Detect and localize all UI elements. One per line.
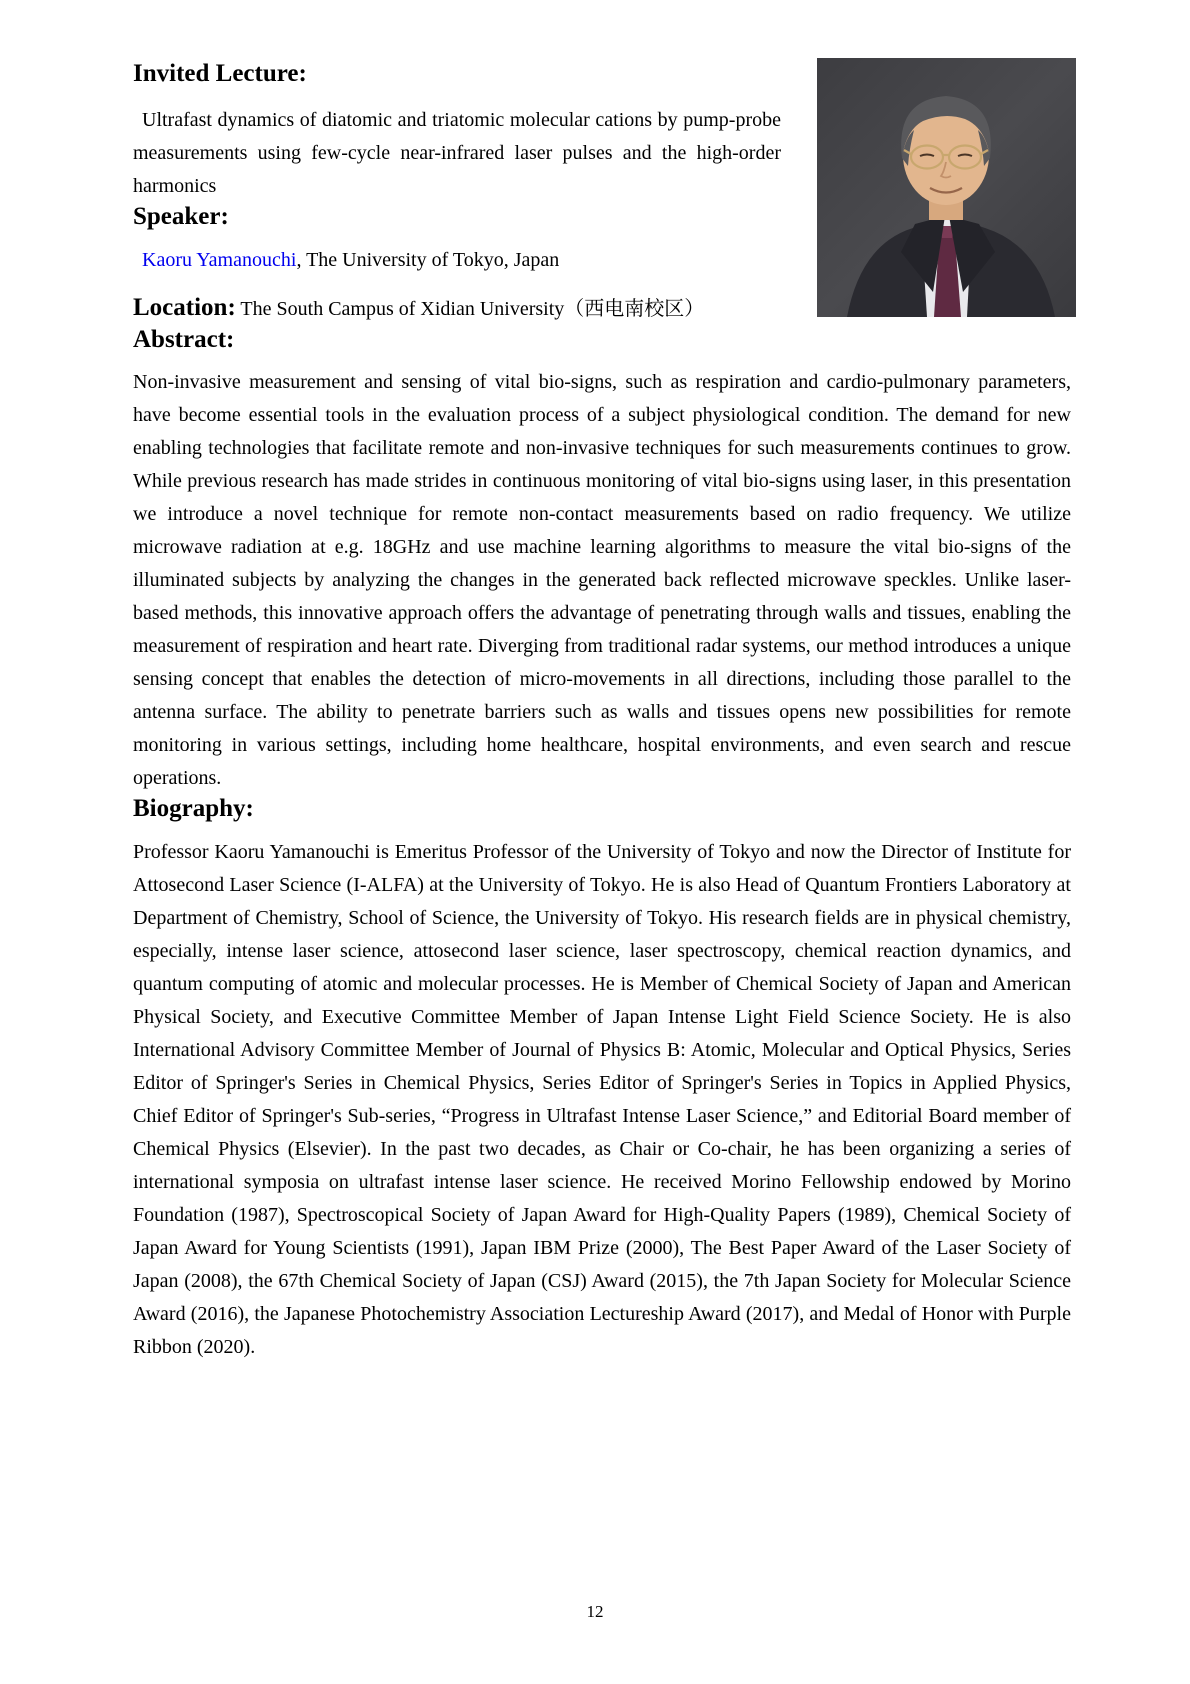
location-label: Location: xyxy=(133,293,236,321)
invited-lecture-heading: Invited Lecture: xyxy=(133,60,307,87)
speaker-heading: Speaker: xyxy=(133,202,229,230)
speaker-affiliation: , The University of Tokyo, Japan xyxy=(296,248,560,271)
content-area xyxy=(133,60,1071,1364)
biography-heading: Biography: xyxy=(133,795,254,823)
location-line xyxy=(133,291,781,326)
speaker-name-link[interactable]: Kaoru Yamanouchi xyxy=(142,248,297,271)
abstract-heading: Abstract: xyxy=(133,325,235,353)
speaker-line xyxy=(133,244,781,277)
biography-body: Professor Kaoru Yamanouchi is Emeritus Professor of the University of Tokyo and now the Director of Institute for Attosecond Laser Science (I-ALFA) at the University of Tokyo. He is also Head of Quantum Frontiers Laboratory at Department of Chemistry, School of Science, the University of Tokyo. His research fields are in physical chemistry, especially, intense laser science, attosecond laser science, laser spectroscopy, chemical reaction dynamics, and quantum computing of atomic and molecular processes. He is Member of Chemical Society of Japan and American Physical Society, and Executive Committee Member of Japan Intense Light Field Science Society. He is also International Advisory Committee Member of Journal of Physics B: Atomic, Molecular and Optical Physics, Series Editor of Springer's Series in Chemical Physics, Series Editor of Springer's Series in Topics in Applied Physics, Chief Editor of Springer's Sub-series, “Progress in Ultrafast Intense Laser Science,” and Editorial Board member of Chemical Physics (Elsevier). In the past two decades, as Chair or Co-chair, he has been organizing a series of international symposia on ultrafast intense laser science. He received Morino Fellowship endowed by Morino Foundation (1987), Spectroscopical Society of Japan Award for High-Quality Papers (1989), Chemical Society of Japan Award for Young Scientists (1991), Japan IBM Prize (2000), The Best Paper Award of the Laser Society of Japan (2008), the 67th Chemical Society of Japan (CSJ) Award (2015), the 7th Japan Society for Molecular Science Award (2016), the Japanese Photochemistry Association Lectureship Award (2017), and Medal of Honor with Purple Ribbon (2020). xyxy=(133,841,1071,1358)
page-number: 12 xyxy=(586,1602,604,1621)
location-value: The South Campus of Xidian University（西电南校区） xyxy=(235,297,705,320)
lecture-title: Ultrafast dynamics of diatomic and triatomic molecular cations by pump-probe measurements using few-cycle near-infrared laser pulses and the high-order harmonics xyxy=(133,108,781,197)
lead-block xyxy=(133,60,781,326)
abstract-body: Non-invasive measurement and sensing of vital bio-signs, such as respiration and cardio-pulmonary parameters, have become essential tools in the evaluation process of a subject physiological condition. The demand for new enabling technologies that facilitate remote and non-invasive techniques for such measurements continues to grow. While previous research has made strides in continuous monitoring of vital bio-signs using laser, in this presentation we introduce a novel technique for remote non-contact measurements based on radio frequency. We utilize microwave radiation at e.g. 18GHz and use machine learning algorithms to measure the vital bio-signs of the illuminated subjects by analyzing the changes in the generated back reflected microwave speckles. Unlike laser-based methods, this innovative approach offers the advantage of penetrating through walls and tissues, enabling the measurement of respiration and heart rate. Diverging from traditional radar systems, our method introduces a unique sensing concept that enables the detection of micro-movements in all directions, including those parallel to the antenna surface. The ability to penetrate barriers such as walls and tissues opens new possibilities for remote monitoring in various settings, including home healthcare, hospital environments, and even search and rescue operations. xyxy=(133,371,1071,790)
